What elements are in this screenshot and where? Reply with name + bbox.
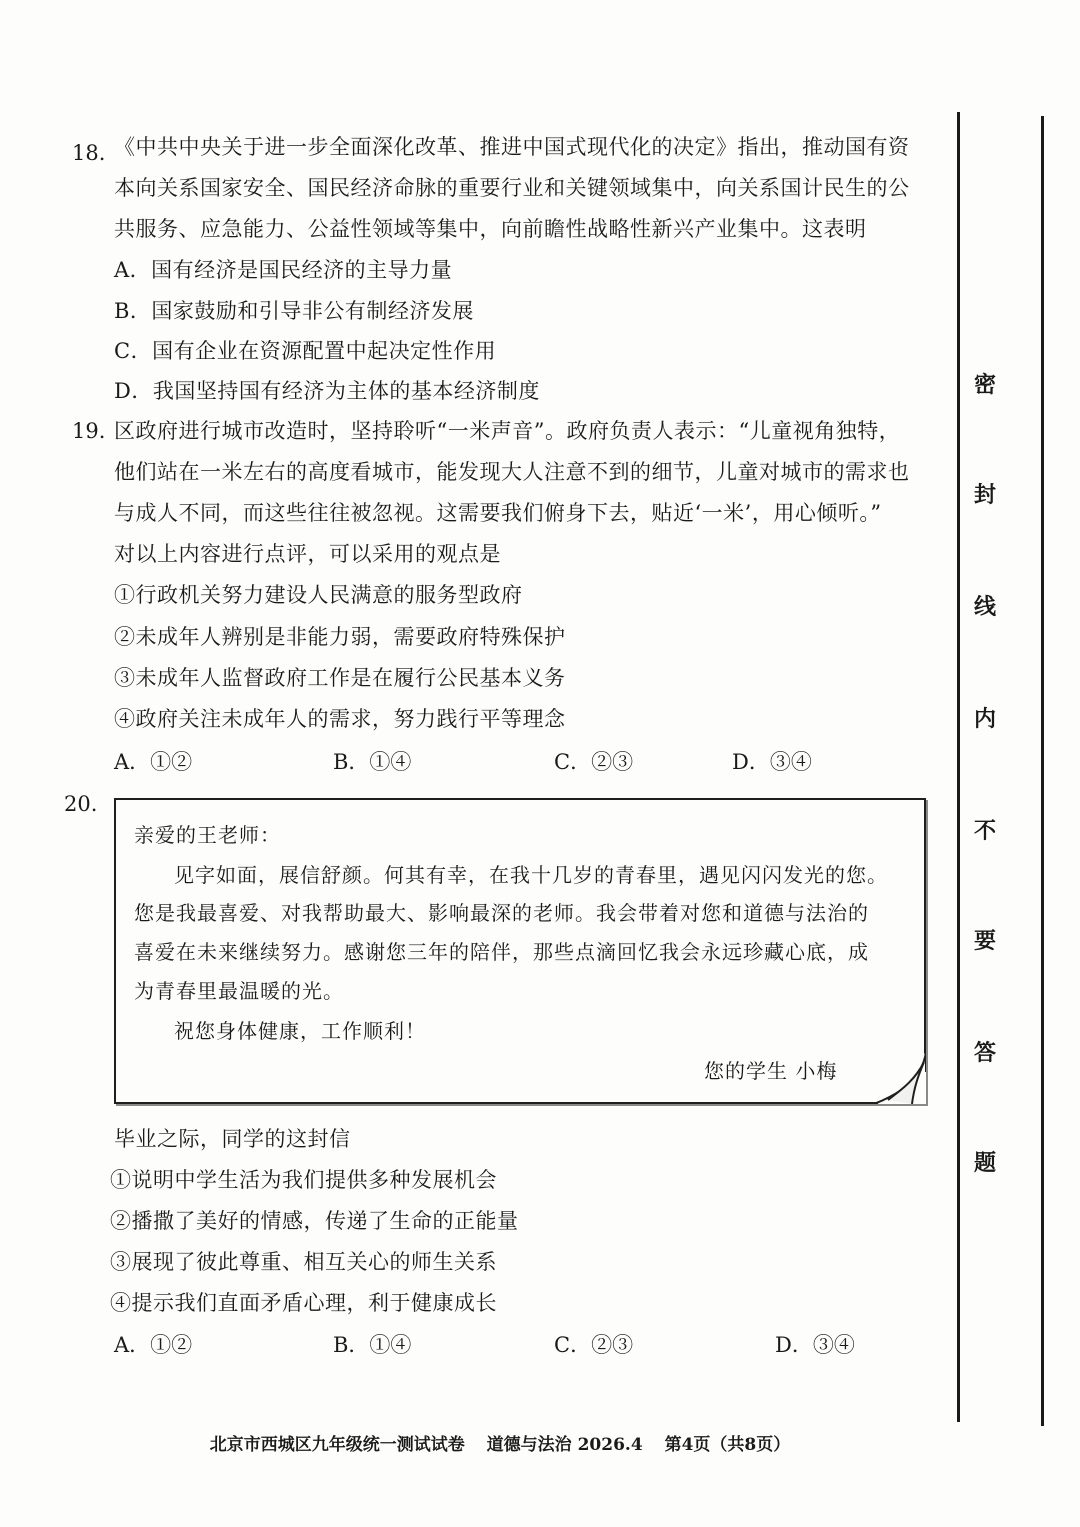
q20-number: 20. — [64, 792, 98, 816]
q18-option-b: B．国家鼓励和引导非公有制经济发展 — [114, 299, 474, 323]
q18-stem-line-2: 本向关系国家安全、国民经济命脉的重要行业和关键领域集中，向关系国计民生的公 — [114, 176, 910, 200]
q20-statement-2: ②播撒了美好的情感，传递了生命的正能量 — [110, 1209, 519, 1233]
seal-char-8: 题 — [973, 1150, 996, 1176]
seal-char-7: 答 — [973, 1040, 996, 1066]
footer-exam: 北京市西城区九年级统一测试试卷 — [209, 1435, 465, 1455]
letter-body-line-4: 为青春里最温暖的光。 — [134, 979, 344, 1003]
q19-choice-a: A．①② — [114, 750, 193, 774]
q19-number: 19. — [72, 419, 106, 443]
seal-char-1: 密 — [973, 372, 996, 398]
q19-choice-c: C．②③ — [554, 750, 634, 774]
q19-statement-4: ④政府关注未成年人的需求，努力践行平等理念 — [114, 707, 566, 731]
seal-char-6: 要 — [973, 928, 996, 954]
letter-greeting: 亲爱的王老师： — [134, 823, 281, 847]
q18-stem-line-3: 共服务、应急能力、公益性领域等集中，向前瞻性战略性新兴产业集中。这表明 — [114, 217, 867, 241]
q19-statement-1: ①行政机关努力建设人民满意的服务型政府 — [114, 583, 523, 607]
q19-statement-3: ③未成年人监督政府工作是在履行公民基本义务 — [114, 666, 566, 690]
q20-statement-4: ④提示我们直面矛盾心理，利于健康成长 — [110, 1291, 497, 1315]
footer-page: 第4页（共8页） — [664, 1435, 791, 1455]
q19-stem-line-4: 对以上内容进行点评，可以采用的观点是 — [114, 542, 501, 566]
seal-char-2: 封 — [973, 482, 996, 508]
q19-stem-line-2: 他们站在一米左右的高度看城市，能发现大人注意不到的细节，儿童对城市的需求也 — [114, 460, 910, 484]
letter-box — [114, 798, 926, 1104]
q20-choice-c: C．②③ — [554, 1333, 634, 1357]
q20-statement-1: ①说明中学生活为我们提供多种发展机会 — [110, 1168, 497, 1192]
letter-body-line-2: 您是我最喜爱、对我帮助最大、影响最深的老师。我会带着对您和道德与法治的 — [134, 901, 869, 925]
q20-choice-a: A．①② — [114, 1333, 193, 1357]
q19-stem-line-3: 与成人不同，而这些往往被忽视。这需要我们俯身下去，贴近‘一米’，用心倾听。” — [114, 501, 882, 525]
q20-statement-3: ③展现了彼此尊重、相互关心的师生关系 — [110, 1250, 497, 1274]
q18-option-d: D．我国坚持国有经济为主体的基本经济制度 — [114, 379, 540, 403]
q19-choice-b: B．①④ — [333, 750, 412, 774]
q20-choice-b: B．①④ — [333, 1333, 412, 1357]
seal-outer-line — [1041, 116, 1044, 1426]
seal-char-3: 线 — [973, 594, 996, 620]
seal-char-4: 内 — [973, 706, 996, 732]
page-footer — [0, 1430, 1000, 1455]
seal-border-line — [957, 112, 960, 1422]
q19-choice-d: D．③④ — [732, 750, 812, 774]
letter-body-line-1: 见字如面，展信舒颜。何其有幸，在我十几岁的青春里，遇见闪闪发光的您。 — [174, 863, 888, 887]
letter-wish: 祝您身体健康，工作顺利！ — [174, 1019, 426, 1043]
footer-subject: 道德与法治 2026.4 — [486, 1435, 643, 1455]
q19-stem-line-1: 区政府进行城市改造时，坚持聆听“一米声音”。政府负责人表示：“儿童视角独特， — [114, 419, 901, 443]
q20-choice-d: D．③④ — [775, 1333, 855, 1357]
letter-signature: 您的学生 小梅 — [704, 1059, 838, 1083]
q20-stem: 毕业之际，同学的这封信 — [114, 1127, 351, 1151]
q18-option-c: C．国有企业在资源配置中起决定性作用 — [114, 339, 497, 363]
q18-option-a: A．国有经济是国民经济的主导力量 — [114, 258, 453, 282]
q18-number: 18. — [72, 141, 106, 165]
q19-statement-2: ②未成年人辨别是非能力弱，需要政府特殊保护 — [114, 625, 566, 649]
page-fold-icon — [874, 1052, 926, 1104]
letter-body-line-3: 喜爱在未来继续努力。感谢您三年的陪伴，那些点滴回忆我会永远珍藏心底，成 — [134, 940, 869, 964]
seal-char-5: 不 — [973, 818, 996, 844]
q18-stem-line-1: 《中共中央关于进一步全面深化改革、推进中国式现代化的决定》指出，推动国有资 — [114, 135, 910, 159]
